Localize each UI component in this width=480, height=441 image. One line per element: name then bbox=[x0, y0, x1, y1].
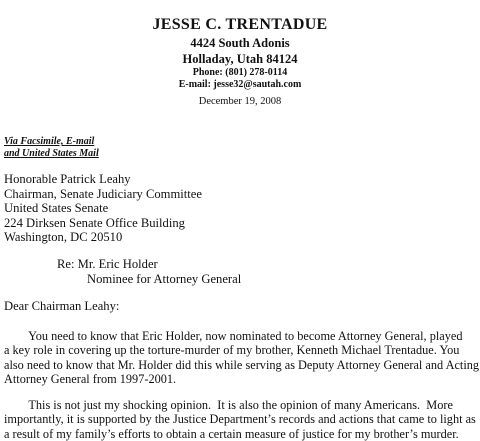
letterhead-street: 4424 South Adonis bbox=[190, 36, 290, 50]
paragraph-line: You need to know that Eric Holder, now nominated to become Attorney General, played bbox=[4, 329, 463, 343]
letter-date: December 19, 2008 bbox=[198, 96, 282, 107]
letterhead-name: JESSE C. TRENTADUE bbox=[152, 16, 328, 33]
paragraph-line: This is not just my shocking opinion. It is also the opinion of many Americans. More bbox=[4, 398, 453, 412]
paragraph-line: a key role in covering up the torture-murder of my brother, Kenneth Michael Trentadue. You bbox=[4, 343, 460, 358]
subject-detail: Nominee for Attorney General bbox=[87, 271, 242, 286]
salutation: Dear Chairman Leahy: bbox=[4, 299, 120, 313]
paragraph-line: Attorney General from 1997-2001. bbox=[4, 372, 177, 387]
letterhead-email: E-mail: jesse32@sautah.com bbox=[178, 79, 302, 90]
recipient-line: Chairman, Senate Judiciary Committee bbox=[4, 186, 202, 201]
body-paragraph-2 bbox=[4, 398, 480, 441]
subject-re: Re: Mr. Eric Holder bbox=[57, 257, 158, 271]
letterhead-phone: Phone: (801) 278-0114 bbox=[192, 67, 288, 78]
paragraph-line: a result of my family’s efforts to obtain a certain measure of justice for my brother’s murder. bbox=[4, 426, 459, 441]
paragraph-line: importantly, it is supported by the Justice Department’s records and actions that came to light as bbox=[4, 412, 476, 427]
recipient-line: United States Senate bbox=[4, 201, 109, 215]
delivery-line: and United States Mail bbox=[4, 148, 99, 159]
letterhead-city: Holladay, Utah 84124 bbox=[182, 52, 298, 66]
subject-line bbox=[57, 257, 241, 286]
recipient-line: Washington, DC 20510 bbox=[4, 230, 123, 244]
body-paragraph-1 bbox=[4, 329, 480, 387]
paragraph-line: also need to know that Mr. Holder did this while serving as Deputy Attorney General and Acting bbox=[4, 357, 480, 372]
recipient-address bbox=[4, 172, 202, 245]
recipient-line: 224 Dirksen Senate Office Building bbox=[4, 215, 185, 230]
delivery-method bbox=[4, 136, 99, 160]
delivery-line: Via Facsimile, E-mail bbox=[4, 136, 95, 147]
recipient-line: Honorable Patrick Leahy bbox=[4, 172, 131, 186]
